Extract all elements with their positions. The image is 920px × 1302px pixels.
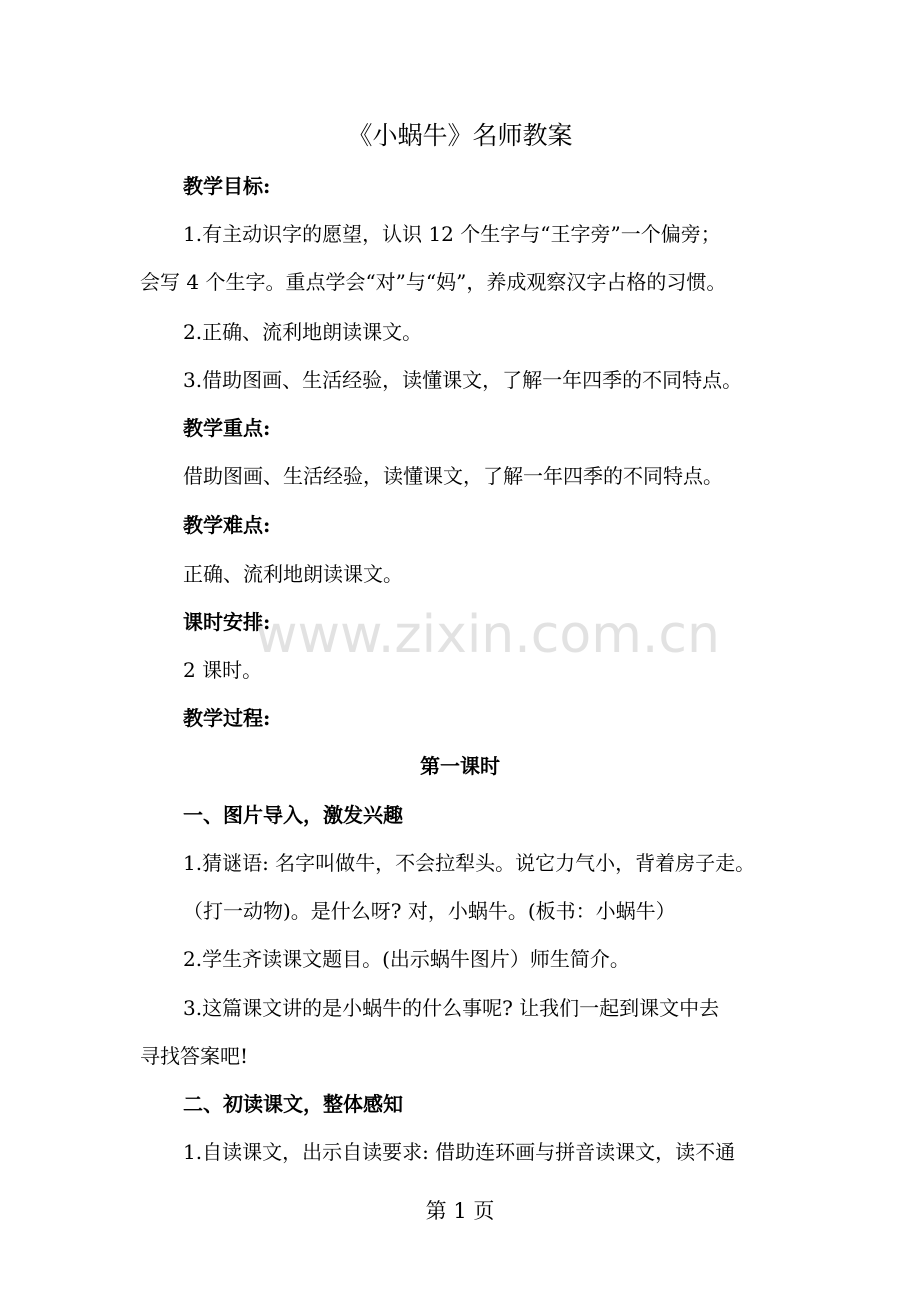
page-number: 第 1 页 [425,1199,495,1223]
section-1-item-1-line2: （打一动物)。是什么呀? 对，小蜗牛。(板书：小蜗牛） [183,899,676,923]
key-points-text: 借助图画、生活经验，读懂课文，了解一年四季的不同特点。 [183,464,723,488]
objective-2: 2.正确、流利地朗读课文。 [183,320,423,344]
section-1-item-1-line1: 1.猜谜语: 名字叫做牛，不会拉犁头。说它力气小，背着房子走。 [183,851,756,875]
section-1-item-3-line1: 3.这篇课文讲的是小蜗牛的什么事呢? 让我们一起到课文中去 [183,996,720,1020]
difficulties-heading: 教学难点: [183,513,271,537]
schedule-text: 2 课时。 [183,658,263,682]
difficulties-text: 正确、流利地朗读课文。 [183,562,403,586]
document-title: 《小蜗牛》名师教案 [347,121,573,150]
objective-1-line2: 会写 4 个生字。重点学会“对”与“妈”，养成观察汉字占格的习惯。 [140,270,727,294]
schedule-heading: 课时安排: [183,610,271,634]
watermark: www.zixin.com.cn [255,605,720,665]
objective-3: 3.借助图画、生活经验，读懂课文，了解一年四季的不同特点。 [183,368,743,392]
lesson-heading: 第一课时 [420,754,500,778]
section-2-heading: 二、初读课文，整体感知 [183,1092,403,1116]
process-heading: 教学过程: [183,706,271,730]
section-2-item-1-line1: 1.自读课文，出示自读要求: 借助连环画与拼音读课文，读不通 [183,1140,736,1164]
section-1-item-3-line2: 寻找答案吧! [140,1044,249,1068]
objective-1-line1: 1.有主动识字的愿望，认识 12 个生字与“王字旁”一个偏旁； [183,222,721,246]
section-1-heading: 一、图片导入，激发兴趣 [183,803,403,827]
key-points-heading: 教学重点: [183,416,271,440]
section-1-item-2: 2.学生齐读课文题目。(出示蜗牛图片）师生简介。 [183,947,630,971]
objectives-heading: 教学目标: [183,174,271,198]
